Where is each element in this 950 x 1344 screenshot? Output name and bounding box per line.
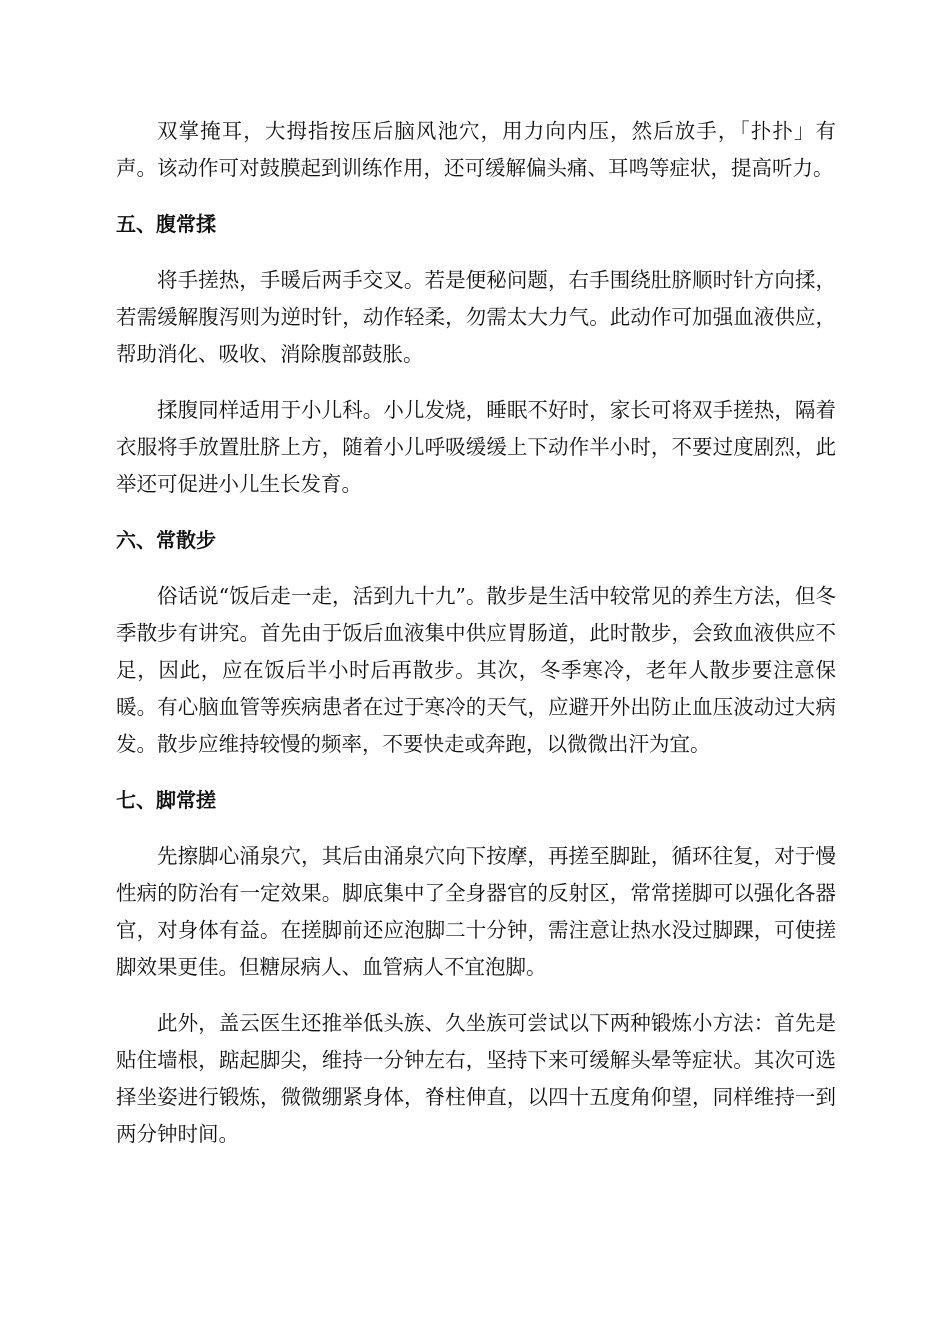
heading-section-7: 七、脚常搓 (116, 788, 216, 812)
paragraph-child-abdomen: 揉腹同样适用于小儿科。小儿发烧，睡眠不好时，家长可将双手搓热，隔着衣服将手放置肚脐上方，随着小儿呼吸缓缓上下动作半小时，不要过度剧烈，此举还可促进小儿生长发育。 (116, 398, 836, 496)
heading-section-5: 五、腹常揉 (116, 212, 216, 236)
paragraph-ear-exercise: 双掌掩耳，大拇指按压后脑风池穴，用力向内压，然后放手，「扑扑」有声。该动作可对鼓膜起到训练作用，还可缓解偏头痛、耳鸣等症状，提高听力。 (116, 119, 836, 180)
paragraph-abdomen-rub: 将手搓热，手暖后两手交叉。若是便秘问题，右手围绕肚脐顺时针方向揉，若需缓解腹泻则为逆时针，动作轻柔，勿需太大力气。此动作可加强血液供应，帮助消化、吸收、消除腹部鼓胀。 (116, 268, 836, 366)
paragraph-extra-exercises: 此外，盖云医生还推举低头族、久坐族可尝试以下两种锻炼小方法：首先是贴住墙根，踮起脚尖，维持一分钟左右，坚持下来可缓解头晕等症状。其次可选择坐姿进行锻炼，微微绷紧身体，脊柱伸直，以四十五度角仰望，同样维持一到两分钟时间。 (116, 1011, 836, 1146)
heading-section-6: 六、常散步 (116, 528, 216, 552)
document-body (116, 113, 836, 1172)
paragraph-foot-rub: 先擦脚心涌泉穴，其后由涌泉穴向下按摩，再搓至脚趾，循环往复，对于慢性病的防治有一定效果。脚底集中了全身器官的反射区，常常搓脚可以强化各器官，对身体有益。在搓脚前还应泡脚二十分钟，需注意让热水没过脚踝，可使搓脚效果更佳。但糖尿病人、血管病人不宜泡脚。 (116, 844, 836, 979)
paragraph-walking: 俗话说“饭后走一走，活到九十九”。散步是生活中较常见的养生方法，但冬季散步有讲究。首先由于饭后血液集中供应胃肠道，此时散步，会致血液供应不足，因此，应在饭后半小时后再散步。其次，冬季寒冷，老年人散步要注意保暖。有心脑血管等疾病患者在过于寒冷的天气，应避开外出防止血压波动过大病发。散步应维持较慢的频率，不要快走或奔跑，以微微出汗为宜。 (116, 584, 836, 756)
